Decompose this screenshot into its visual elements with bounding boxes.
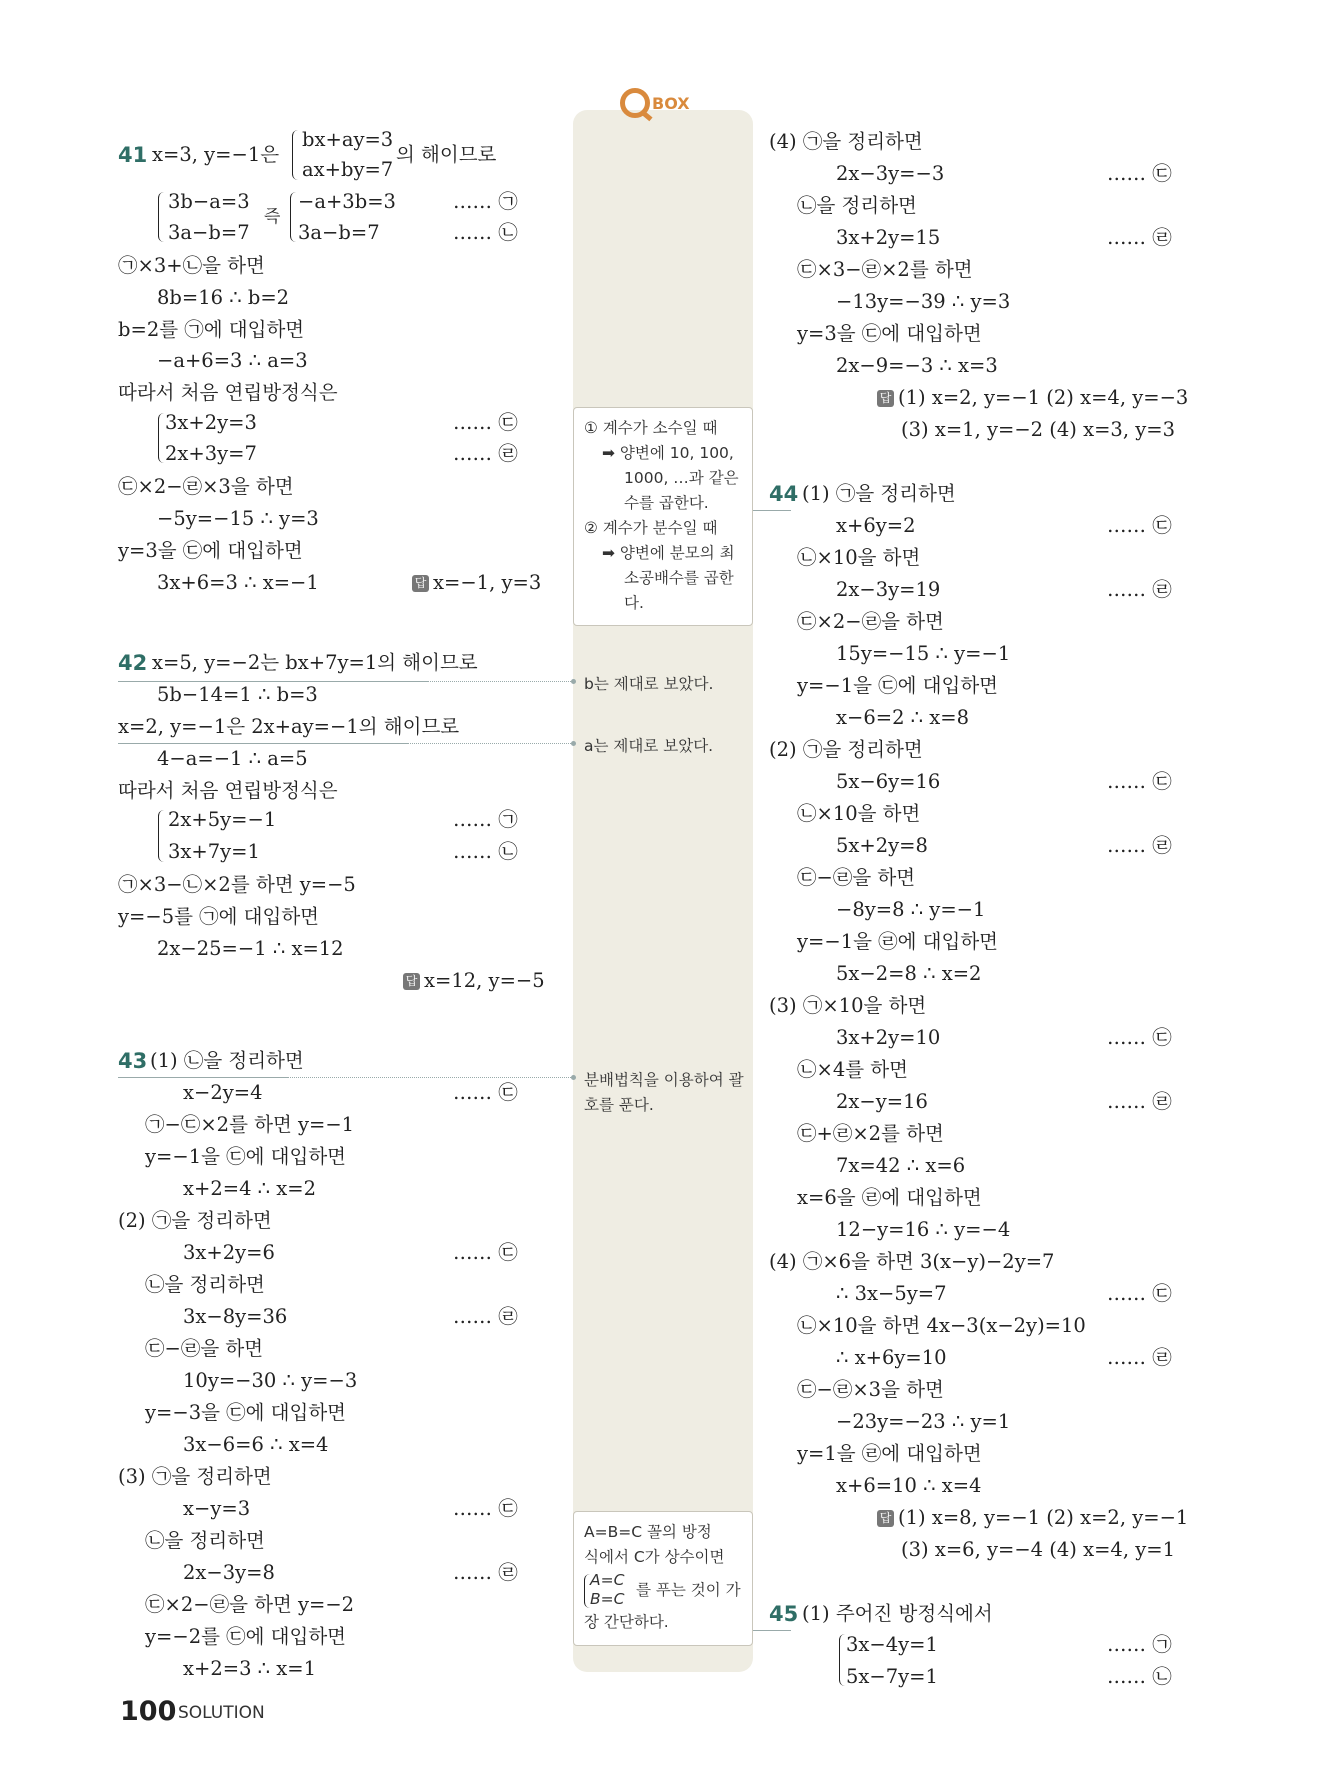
p44-mark: …… ㉣ [1107, 578, 1172, 601]
p44-mark: …… ㉢ [1107, 514, 1172, 537]
p42-line: ㉠×3−㉡×2를 하면 y=−5 [118, 873, 356, 896]
underline [753, 1630, 791, 1631]
note-coefficient [573, 407, 753, 626]
p43-mark: …… ㉢ [453, 1081, 518, 1104]
p41-mark4: …… ㉣ [453, 442, 518, 465]
p41-line: ㉢×2−㉣×3을 하면 [118, 475, 294, 498]
p43-line: 3x−8y=36 [183, 1305, 288, 1328]
p42-line: 5b−14=1 ∴ b=3 [157, 683, 318, 706]
r-line: y=3을 ㉢에 대입하면 [797, 322, 982, 345]
p44-line: (3) ㉠×10을 하면 [769, 994, 927, 1017]
p43-mark: …… ㉢ [453, 1241, 518, 1264]
p41-tail: 의 해이므로 [396, 143, 497, 166]
p44-line: ㉡×4를 하면 [797, 1058, 908, 1081]
note-line: 장 간단하다. [584, 1613, 669, 1631]
p42-mark2: …… ㉡ [453, 840, 518, 863]
p44-line: −23y=−23 ∴ y=1 [836, 1410, 1011, 1433]
p41-c1: 3x+2y=3 [165, 411, 257, 434]
p42-answer-text: x=12, y=−5 [424, 969, 545, 992]
p44-answer-text: (1) x=8, y=−1 (2) x=2, y=−1 [898, 1506, 1189, 1529]
p43-line: 10y=−30 ∴ y=−3 [183, 1369, 358, 1392]
p42-line: x=5, y=−2는 bx+7y=1의 해이므로 [152, 651, 478, 674]
answer-icon: 답 [403, 973, 420, 990]
tip-distributive [584, 1068, 744, 1118]
p45-c1: 3x−4y=1 [846, 1633, 938, 1656]
note-line: ① 계수가 소수일 때 [584, 419, 718, 437]
p44-line: x−6=2 ∴ x=8 [836, 706, 970, 729]
p43-line: 2x−3y=8 [183, 1561, 275, 1584]
brace [158, 810, 165, 862]
p44-line: 2x−y=16 [836, 1090, 928, 1113]
r-mark: …… ㉢ [1107, 162, 1172, 185]
p41-line: b=2를 ㉠에 대입하면 [118, 318, 305, 341]
note-line: ➡ 양변에 10, 100, [602, 444, 734, 462]
p43-line: ㉢−㉣을 하면 [145, 1337, 264, 1360]
p41-head: x=3, y=−1은 [152, 143, 280, 166]
p43-mark: …… ㉢ [453, 1497, 518, 1520]
p41-a1: 3b−a=3 [168, 190, 250, 213]
footer-label: SOLUTION [178, 1703, 265, 1723]
problem-43-number: 43 [118, 1049, 148, 1073]
p43-line: ㉡을 정리하면 [145, 1273, 265, 1296]
p44-line: ㉢×2−㉣을 하면 [797, 610, 944, 633]
p43-line: y=−1을 ㉢에 대입하면 [145, 1145, 347, 1168]
problem-44-number: 44 [769, 482, 799, 506]
p44-line: 15y=−15 ∴ y=−1 [836, 642, 1011, 665]
p43-line: (2) ㉠을 정리하면 [118, 1209, 272, 1232]
p44-line: (4) ㉠×6을 하면 3(x−y)−2y=7 [769, 1250, 1055, 1273]
note-sys2: B=C [590, 1590, 625, 1608]
note-line: 다. [624, 594, 644, 612]
p44-line: ㉢−㉣을 하면 [797, 866, 916, 889]
p43-line: ㉠−㉢×2를 하면 y=−1 [145, 1113, 355, 1136]
brace [158, 413, 165, 463]
answer-icon: 답 [412, 575, 429, 592]
p43-mark: …… ㉣ [453, 1561, 518, 1584]
problem-45-number: 45 [769, 1602, 799, 1626]
p41-answer [412, 571, 541, 595]
p41-line: 8b=16 ∴ b=2 [157, 286, 290, 309]
p44-mark: …… ㉣ [1107, 1090, 1172, 1113]
r-line: ㉢×3−㉣×2를 하면 [797, 258, 973, 281]
p44-line: 5x+2y=8 [836, 834, 928, 857]
answer-icon: 답 [877, 1510, 894, 1527]
p44-line: 2x−3y=19 [836, 578, 941, 601]
brace [158, 192, 165, 242]
p43-line: ㉢×2−㉣을 하면 y=−2 [145, 1593, 355, 1616]
tip-a: a는 제대로 보았다. [584, 737, 714, 755]
p44-line: x+6=10 ∴ x=4 [836, 1474, 982, 1497]
p41-jeuk: 즉 [264, 207, 281, 227]
r-answer [877, 386, 1188, 410]
brace [292, 130, 299, 180]
p43-line: x+2=3 ∴ x=1 [183, 1657, 317, 1680]
p41-answer-text: x=−1, y=3 [433, 571, 542, 594]
r-mark: …… ㉣ [1107, 226, 1172, 249]
p44-line: 7x=42 ∴ x=6 [836, 1154, 966, 1177]
qbox-logo [620, 88, 690, 118]
r-answer-text: (1) x=2, y=−1 (2) x=4, y=−3 [898, 386, 1189, 409]
p44-line: 5x−6y=16 [836, 770, 941, 793]
r-line: 2x−3y=−3 [836, 162, 945, 185]
qbox-strip [573, 110, 753, 1672]
p45-c2: 5x−7y=1 [846, 1665, 938, 1688]
tip-line: 호를 푼다. [584, 1096, 654, 1114]
brace [290, 192, 297, 242]
p44-mark: …… ㉢ [1107, 1282, 1172, 1305]
p45-mark1: …… ㉠ [1107, 1633, 1172, 1656]
p42-line: y=−5를 ㉠에 대입하면 [118, 905, 320, 928]
tip-line: 분배법칙을 이용하여 괄 [584, 1071, 744, 1089]
note-sys1: A=C [590, 1571, 625, 1589]
brace [839, 1634, 846, 1686]
p41-sys2: ax+by=7 [302, 158, 394, 181]
p44-line: ∴ 3x−5y=7 [836, 1282, 947, 1305]
note-system [584, 1570, 742, 1610]
p41-mark2: …… ㉡ [453, 221, 518, 244]
note-line: A=B=C 꼴의 방정 [584, 1523, 712, 1541]
note-line: 수를 곱한다. [624, 494, 709, 512]
p44-line: 5x−2=8 ∴ x=2 [836, 962, 982, 985]
p41-b2: 3a−b=7 [298, 221, 380, 244]
p41-mark3: …… ㉢ [453, 411, 518, 434]
r-line: ㉡을 정리하면 [797, 194, 917, 217]
p42-c1: 2x+5y=−1 [168, 808, 277, 831]
underline [753, 510, 791, 511]
underline [118, 743, 408, 744]
p42-line: 2x−25=−1 ∴ x=12 [157, 937, 344, 960]
p43-mark: …… ㉣ [453, 1305, 518, 1328]
p41-b1: −a+3b=3 [298, 190, 396, 213]
note-abc [573, 1511, 753, 1646]
p42-c2: 3x+7y=1 [168, 840, 260, 863]
p41-line: −a+6=3 ∴ a=3 [157, 349, 308, 372]
underline [118, 1077, 288, 1078]
p44-line: x+6y=2 [836, 514, 916, 537]
p43-line: 3x−6=6 ∴ x=4 [183, 1433, 329, 1456]
note-line: 식에서 C가 상수이면 [584, 1548, 725, 1566]
p43-line: 3x+2y=6 [183, 1241, 275, 1264]
p44-line: 3x+2y=10 [836, 1026, 941, 1049]
q-logo-icon [620, 88, 650, 118]
tip-b: b는 제대로 보았다. [584, 675, 714, 693]
note-line: 를 푸는 것이 가 [636, 1581, 741, 1599]
p41-line: 따라서 처음 연립방정식은 [118, 381, 338, 404]
page-number: 100 [120, 1696, 177, 1727]
leader-line [408, 743, 573, 744]
note-line: ② 계수가 분수일 때 [584, 519, 718, 537]
p44-line: (1) ㉠을 정리하면 [802, 482, 956, 505]
note-line: 소공배수를 곱한 [624, 569, 734, 587]
p42-line: 4−a=−1 ∴ a=5 [157, 747, 308, 770]
p45-line: (1) 주어진 방정식에서 [802, 1602, 993, 1625]
underline [118, 681, 428, 682]
p44-mark: …… ㉣ [1107, 1346, 1172, 1369]
answer-icon: 답 [877, 390, 894, 407]
p43-line: x+2=4 ∴ x=2 [183, 1177, 317, 1200]
p41-c2: 2x+3y=7 [165, 442, 257, 465]
leader-dot [571, 1075, 576, 1080]
r-line: 3x+2y=15 [836, 226, 941, 249]
p44-line: −8y=8 ∴ y=−1 [836, 898, 986, 921]
p44-line: ㉡×10을 하면 [797, 546, 921, 569]
p44-line: ㉢+㉣×2를 하면 [797, 1122, 944, 1145]
leader-line [428, 681, 573, 682]
p44-mark: …… ㉢ [1107, 1026, 1172, 1049]
p41-line: 3x+6=3 ∴ x=−1 [157, 571, 319, 594]
leader-line [288, 1077, 573, 1078]
p43-line: y=−2를 ㉢에 대입하면 [145, 1625, 347, 1648]
p41-line: ㉠×3+㉡을 하면 [118, 254, 265, 277]
p42-line: 따라서 처음 연립방정식은 [118, 779, 338, 802]
p43-line: ㉡을 정리하면 [145, 1529, 265, 1552]
p41-mark1: …… ㉠ [453, 190, 518, 213]
p44-answer [877, 1506, 1188, 1530]
r-line: −13y=−39 ∴ y=3 [836, 290, 1011, 313]
p42-answer [403, 969, 545, 993]
p43-line: x−2y=4 [183, 1081, 263, 1104]
r-line: 2x−9=−3 ∴ x=3 [836, 354, 998, 377]
p44-line: 12−y=16 ∴ y=−4 [836, 1218, 1011, 1241]
p41-a2: 3a−b=7 [168, 221, 250, 244]
leader-dot [571, 679, 576, 684]
r-line: (4) ㉠을 정리하면 [769, 130, 923, 153]
r-answer-2: (3) x=1, y=−2 (4) x=3, y=3 [901, 418, 1175, 441]
leader-dot [571, 741, 576, 746]
p42-line: x=2, y=−1은 2x+ay=−1의 해이므로 [118, 715, 460, 738]
p44-line: ㉡×10을 하면 4x−3(x−2y)=10 [797, 1314, 1086, 1337]
p44-line: y=−1을 ㉣에 대입하면 [797, 930, 999, 953]
p44-line: ∴ x+6y=10 [836, 1346, 947, 1369]
note-line: 1000, …과 같은 [624, 469, 739, 487]
p41-line: −5y=−15 ∴ y=3 [157, 507, 319, 530]
p43-line: (1) ㉡을 정리하면 [150, 1049, 304, 1072]
p41-sys1: bx+ay=3 [302, 128, 394, 151]
p44-line: y=1을 ㉣에 대입하면 [797, 1442, 982, 1465]
p44-line: y=−1을 ㉢에 대입하면 [797, 674, 999, 697]
p42-mark1: …… ㉠ [453, 808, 518, 831]
p43-line: (3) ㉠을 정리하면 [118, 1465, 272, 1488]
note-line: ➡ 양변에 분모의 최 [602, 544, 735, 562]
p44-mark: …… ㉢ [1107, 770, 1172, 793]
p41-line: y=3을 ㉢에 대입하면 [118, 539, 303, 562]
p44-line: ㉢−㉣×3을 하면 [797, 1378, 944, 1401]
problem-42-number: 42 [118, 651, 148, 675]
p43-line: x−y=3 [183, 1497, 251, 1520]
p44-line: x=6을 ㉣에 대입하면 [797, 1186, 982, 1209]
p43-line: y=−3을 ㉢에 대입하면 [145, 1401, 347, 1424]
p44-line: ㉡×10을 하면 [797, 802, 921, 825]
p44-mark: …… ㉣ [1107, 834, 1172, 857]
p44-line: (2) ㉠을 정리하면 [769, 738, 923, 761]
p45-mark2: …… ㉡ [1107, 1665, 1172, 1688]
p44-answer-2: (3) x=6, y=−4 (4) x=4, y=1 [901, 1538, 1175, 1561]
qbox-label: BOX [652, 93, 690, 113]
problem-41-number: 41 [118, 143, 148, 167]
